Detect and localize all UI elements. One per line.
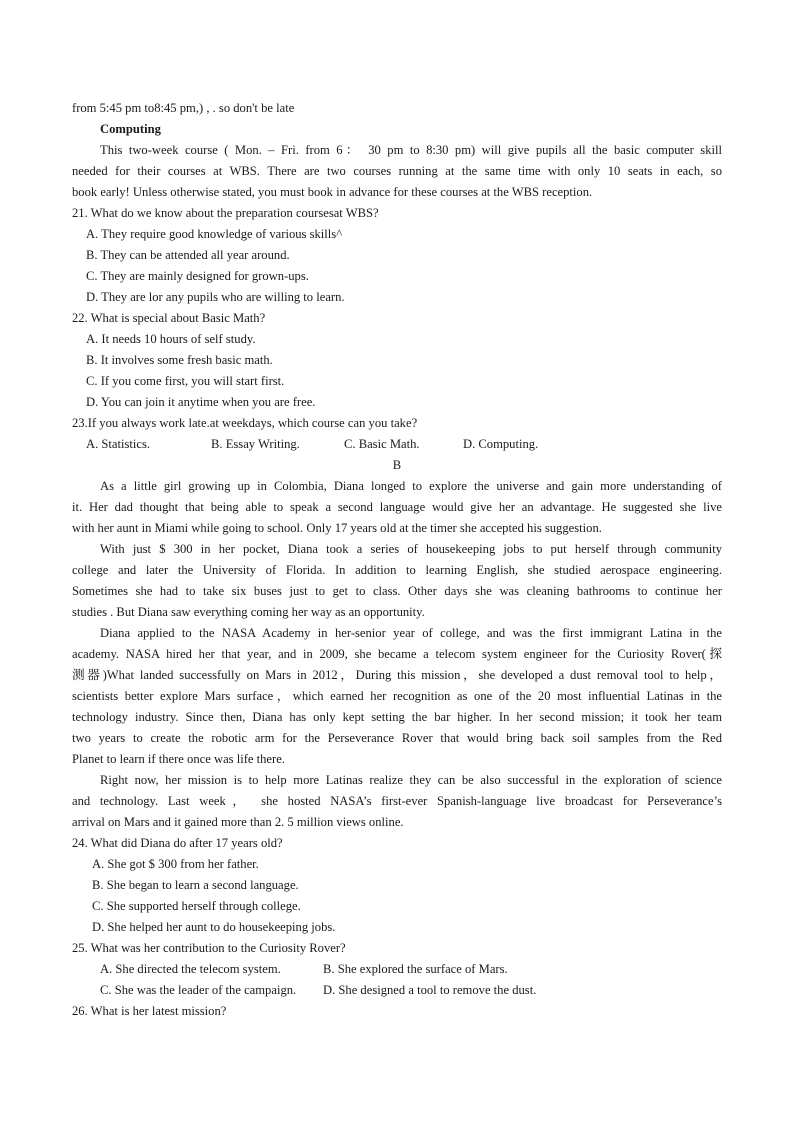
option-25c: C. She was the leader of the campaign. [100, 983, 297, 997]
passage-line: two years to create the robotic arm for the Perseverance Rover that would bring back soil samples from the Red [72, 731, 722, 745]
option-23c: C. Basic Math. [344, 437, 420, 451]
passage-line: academy. NASA hired her that year, and in 2009, she became a telecom system engineer for the Curiosity Rover(探 [72, 647, 722, 661]
option-24a: A. She got $ 300 from her father. [92, 857, 259, 871]
passage-line: With just $ 300 in her pocket, Diana took a series of housekeeping jobs to put herself through community [100, 542, 722, 556]
passage-line: college and later the University of Florida. In addition to learning English, she studied aerospace engineering. [72, 563, 722, 577]
option-24d: D. She helped her aunt to do housekeeping jobs. [92, 920, 336, 934]
passage-line: As a little girl growing up in Colombia, Diana longed to explore the universe and gain more understanding of [100, 479, 722, 493]
computing-line: This two-week course ( Mon. – Fri. from 6： 30 pm to 8:30 pm) will give pupils all the basic computer skill [100, 143, 722, 157]
question-23: 23.If you always work late.at weekdays, which course can you take? [72, 416, 418, 430]
option-24b: B. She began to learn a second language. [92, 878, 299, 892]
option-21c: C. They are mainly designed for grown-ups. [86, 269, 309, 283]
passage-line: Diana applied to the NASA Academy in her-senior year of college, and was the first immigrant Latina in the [100, 626, 722, 640]
question-22: 22. What is special about Basic Math? [72, 311, 266, 325]
passage-line: Sometimes she had to take six buses just to get to class. Other days she was cleaning bathrooms to continue her [72, 584, 722, 598]
option-23b: B. Essay Writing. [211, 437, 300, 451]
computing-line: needed for their courses at WBS. There are two courses running at the same time with only 10 seats in each, so [72, 164, 722, 178]
passage-line: 测器)What landed successfully on Mars in 2012，During this mission，she developed a dust removal tool to help， [72, 668, 722, 682]
passage-line: technology industry. Since then, Diana has only kept setting the bar higher. In her second mission; it took her team [72, 710, 722, 724]
question-21: 21. What do we know about the preparation coursesat WBS? [72, 206, 379, 220]
option-22b: B. It involves some fresh basic math. [86, 353, 273, 367]
option-22a: A. It needs 10 hours of self study. [86, 332, 256, 346]
section-b-label: B [392, 458, 402, 472]
option-25d: D. She designed a tool to remove the dust. [323, 983, 537, 997]
top-fragment: from 5:45 pm to8:45 pm,) , . so don't be late [72, 101, 295, 115]
computing-line: book early! Unless otherwise stated, you must book in advance for these courses at the WBS reception. [72, 185, 593, 199]
options-25-row1 [72, 959, 722, 980]
question-25: 25. What was her contribution to the Curiosity Rover? [72, 941, 346, 955]
option-21d: D. They are lor any pupils who are willing to learn. [86, 290, 345, 304]
passage-line: studies . But Diana saw everything coming her way as an opportunity. [72, 605, 425, 619]
options-23 [72, 434, 722, 455]
options-25-row2 [72, 980, 722, 1001]
passage-line: Planet to learn if there once was life there. [72, 752, 285, 766]
passage-line: and technology. Last week， she hosted NASA’s first-ever Spanish-language live broadcast for Perseverance’s [72, 794, 722, 808]
option-25a: A. She directed the telecom system. [100, 962, 281, 976]
passage-line: Right now, her mission is to help more Latinas realize they can be also successful in the exploration of science [100, 773, 722, 787]
passage-line: scientists better explore Mars surface，which earned her recognition as one of the 20 most influential Latinas in the [72, 689, 722, 703]
option-23a: A. Statistics. [86, 437, 151, 451]
option-24c: C. She supported herself through college. [92, 899, 301, 913]
option-22c: C. If you come first, you will start first. [86, 374, 285, 388]
option-23d: D. Computing. [463, 437, 539, 451]
passage-line: it. Her dad thought that being able to speak a second language would give her an advantage. He suggested she live [72, 500, 722, 514]
option-22d: D. You can join it anytime when you are free. [86, 395, 316, 409]
passage-line: with her aunt in Miami while going to school. Only 17 years old at the timer she accepted his suggestion. [72, 521, 602, 535]
document-page [72, 98, 722, 1022]
option-21a: A. They require good knowledge of various skills^ [86, 227, 343, 241]
computing-heading: Computing [100, 122, 161, 136]
option-25b: B. She explored the surface of Mars. [323, 962, 508, 976]
question-24: 24. What did Diana do after 17 years old? [72, 836, 283, 850]
option-21b: B. They can be attended all year around. [86, 248, 290, 262]
passage-line: arrival on Mars and it gained more than 2. 5 million views online. [72, 815, 404, 829]
question-26: 26. What is her latest mission? [72, 1004, 227, 1018]
